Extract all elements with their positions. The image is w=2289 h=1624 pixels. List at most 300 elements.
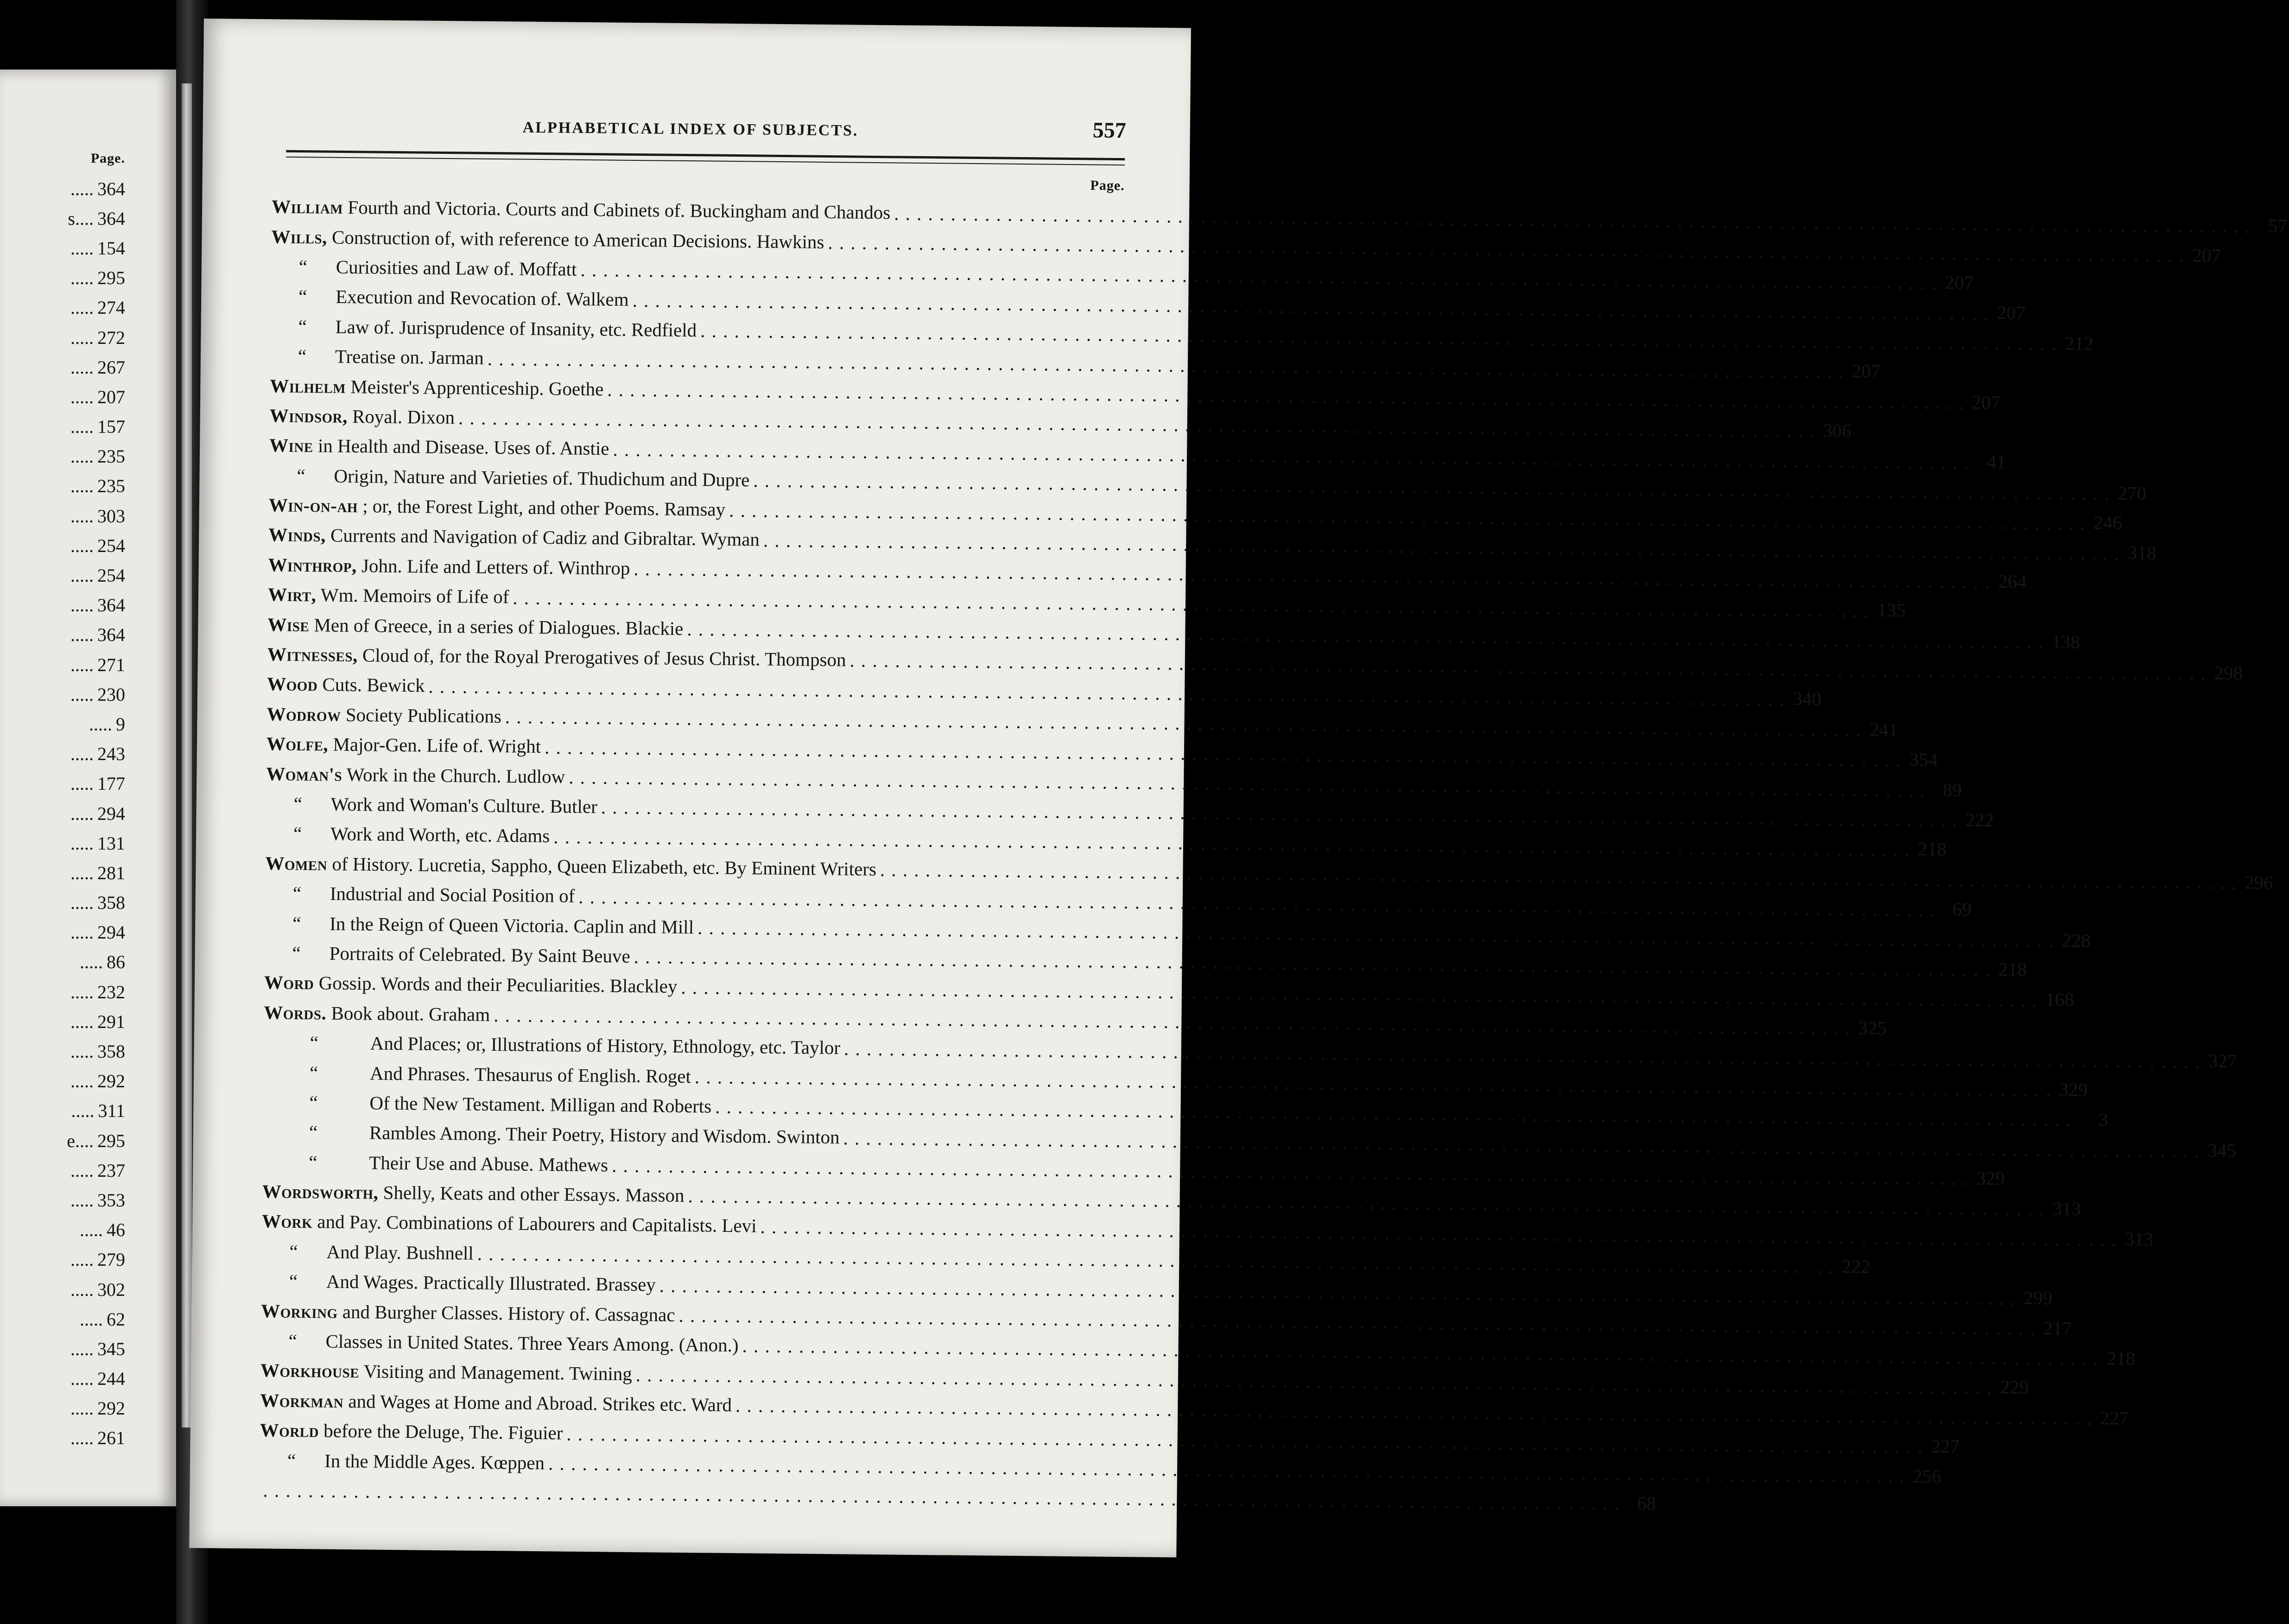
index-entry-text [309,1121,840,1148]
index-headword: World [260,1419,319,1441]
index-subject: Cloud of, for the Royal Prerogatives of Jesus Christ. Thompson [362,644,846,671]
index-subject: of History. Lucretia, Sappho, Queen Elizabeth, etc. By Eminent Writers [332,853,877,880]
index-entry-text [299,255,577,280]
left-row-page: 291 [97,1011,125,1032]
index-entry-text [268,524,760,551]
left-row-page: 364 [97,208,125,229]
index-subject: Currents and Navigation of Cadiz and Gibraltar. Wyman [330,525,760,551]
left-row-page: 274 [97,297,125,318]
index-headword: Witnesses, [267,643,358,666]
left-row [0,560,125,590]
left-row-page: 364 [97,178,125,199]
index-entry-text [293,882,575,907]
index-page-number: 313 [2124,1228,2154,1250]
left-row [0,769,125,799]
index-page-number: 329 [2059,1078,2088,1100]
left-row [0,590,125,620]
ditto-mark: “ [309,1061,318,1083]
left-row-fragment: ..... [70,832,94,854]
left-row [0,977,125,1007]
index-subject: Portraits of Celebrated. By Saint Beuve [329,942,630,967]
page-column-label: Page. [1090,178,1125,194]
index-entry-text [271,225,824,253]
ditto-mark: “ [298,315,307,337]
left-row [0,1334,125,1364]
index-page-number: 264 [1998,571,2027,592]
index-page-number: 207 [1972,391,2001,413]
left-row-fragment: ..... [70,1011,94,1032]
left-row-page: 177 [97,773,125,794]
index-subject: Meister's Apprenticeship. Goethe [350,375,604,400]
left-row [0,650,125,679]
left-row-page: 294 [97,922,125,943]
index-headword: William [271,196,343,218]
index-headword: Wine [269,434,313,457]
left-row-page: 261 [97,1427,125,1449]
index-entry-text [267,613,683,640]
left-row-fragment: ..... [70,773,94,794]
left-row [0,828,125,858]
left-row [0,739,125,769]
index-subject: Origin, Nature and Varieties of. Thudichum and Dupre [334,465,750,491]
index-entry-text [270,374,603,400]
index-subject: and Pay. Combinations of Labourers and Capitalists. Levi [317,1211,757,1237]
left-row-fragment: ..... [70,237,94,259]
index-subject: Treatise on. Jarman [335,345,484,368]
index-page-number: 69 [1952,898,1972,920]
page-number: 557 [1092,118,1127,143]
index-entry-text [310,1061,691,1087]
left-row-fragment: ..... [70,356,94,378]
left-row [0,1185,125,1215]
index-entry-text [266,703,501,727]
left-row-fragment: ..... [70,981,94,1002]
left-row-fragment: ..... [70,624,94,646]
index-entry-text [269,434,609,460]
left-row [0,1275,125,1304]
index-entries [259,191,2288,1514]
left-row-fragment: ..... [70,1189,94,1211]
index-page-number: 227 [1931,1435,1960,1457]
left-row-page: 281 [97,862,125,883]
index-page-number: 57 [2268,215,2288,237]
left-column-label: Page. [90,151,125,166]
left-row [0,799,125,828]
left-row [0,1245,125,1275]
index-headword: Wordsworth, [262,1180,379,1203]
ditto-mark: “ [310,1032,319,1053]
ditto-mark: “ [287,1449,296,1471]
left-row-fragment: s.... [68,208,94,229]
left-row-fragment: ..... [70,654,94,675]
index-subject: and Wages at Home and Abroad. Strikes etc. Ward [348,1390,732,1415]
index-subject: And Play. Bushnell [326,1241,474,1264]
left-row [0,263,125,293]
index-page-number: 41 [1986,451,2006,473]
left-row-page: 364 [97,595,125,616]
index-entry-text [287,1449,545,1473]
index-entry-text [298,285,629,311]
left-row-page: 243 [97,743,125,765]
left-row-page: 358 [97,892,125,914]
index-entry-text [289,1270,656,1296]
index-entry-text [266,762,565,787]
left-row-page: 267 [97,356,125,378]
index-subject: Visiting and Management. Twining [363,1360,633,1385]
left-row-page: 272 [97,327,125,348]
index-page-number: 212 [2065,332,2093,354]
index-subject: In the Reign of Queen Victoria. Caplin and Mill [330,913,694,938]
left-row [0,382,125,412]
left-row-fragment: ..... [70,565,94,586]
left-row-fragment: ..... [70,416,94,438]
index-subject: Work and Woman's Culture. Butler [330,793,598,818]
index-page-number: 354 [1909,749,1938,771]
index-page-number: 270 [2118,482,2147,504]
index-page-number: 318 [2127,542,2156,564]
right-page [189,19,2288,1557]
index-entry-text [298,345,484,369]
left-row-page: 353 [97,1189,125,1211]
left-row-fragment: ..... [71,1100,95,1122]
index-entry-text [289,1240,474,1264]
index-entry-text [268,584,509,608]
index-page-number: 313 [2052,1198,2081,1220]
left-row [0,1364,125,1394]
index-entry-text [264,1001,490,1026]
index-page-number: 218 [2106,1347,2136,1370]
index-entry-text [309,1151,608,1176]
left-row-fragment: ..... [70,1398,94,1419]
left-row [0,352,125,382]
index-headword: Wirt, [267,584,317,606]
index-entry-text [309,1091,711,1117]
index-headword: Win-on-ah [268,494,358,517]
left-row [0,203,125,233]
left-row [0,1066,125,1096]
index-page-number: 3 [2099,1109,2108,1130]
index-subject: Society Publications [345,704,502,727]
left-row-page: 295 [97,1130,125,1151]
index-headword: Wodrow [266,703,341,725]
left-row-page: 358 [97,1041,125,1062]
left-row-page: 244 [97,1368,125,1389]
left-row-fragment: ..... [80,952,103,973]
index-subject: John. Life and Letters of. Winthrop [361,555,630,579]
left-row-page: 303 [97,505,125,527]
index-page-number: 228 [2062,929,2091,951]
left-row-fragment: e.... [67,1130,94,1151]
running-head: ALPHABETICAL INDEX OF SUBJECTS. [522,119,859,140]
index-subject: Men of Greece, in a series of Dialogues. Blackie [314,614,684,639]
index-headword: Winds, [268,524,326,546]
index-headword: Workman [260,1389,344,1412]
left-row-fragment: ..... [70,267,94,289]
left-row-fragment: ..... [70,476,94,497]
index-subject: Book about. Graham [331,1002,490,1025]
index-subject: In the Middle Ages. Kœppen [324,1450,545,1473]
index-entry-text [292,942,630,967]
index-page-number: 135 [1877,599,1906,621]
index-subject: Work in the Church. Ludlow [346,763,565,787]
left-row-fragment: ..... [80,1308,103,1330]
index-entry-text [262,1180,684,1206]
index-subject: And Places; or, Illustrations of History, Ethnology, etc. Taylor [370,1032,841,1059]
index-headword: Workhouse [260,1359,360,1382]
index-page-number: 222 [1841,1255,1871,1277]
ditto-mark: “ [292,942,301,964]
left-row [0,947,125,977]
index-headword: Wilhelm [270,374,346,397]
index-page-number: 207 [1851,360,1881,382]
left-row [0,888,125,918]
left-row-fragment: ..... [70,1071,94,1092]
index-subject: Execution and Revocation of. Walkem [336,286,629,311]
left-row [0,1215,125,1245]
index-entry-text [294,793,598,818]
left-row [0,174,125,203]
index-page-number: 89 [1942,779,1962,801]
left-row-page: 207 [97,386,125,407]
left-row-fragment: ..... [70,1279,94,1300]
ditto-mark: “ [298,285,307,307]
index-page-number: 256 [1912,1465,1941,1487]
index-subject: Of the New Testament. Milligan and Roberts [369,1092,712,1117]
left-row-fragment: ..... [70,595,94,616]
ditto-mark: “ [298,345,307,367]
index-page-number: 345 [2207,1139,2237,1161]
index-headword: Work [261,1210,313,1232]
left-row-page: 271 [97,654,125,675]
left-row [0,1423,125,1453]
binding-spine [182,83,192,1427]
index-entry-text [298,315,697,341]
left-row-page: 295 [97,267,125,289]
index-headword: Working [261,1300,338,1322]
left-row-fragment: ..... [70,446,94,467]
left-row-fragment: ..... [70,743,94,765]
index-entry-text [266,733,541,758]
left-row [0,471,125,501]
index-subject: Their Use and Abuse. Mathews [369,1152,609,1176]
left-page-numbers [0,174,125,1453]
index-subject: Major-Gen. Life of. Wright [333,733,541,757]
index-page-number: 218 [1998,958,2027,980]
left-row [0,709,125,739]
left-row-page: 364 [97,624,125,646]
index-page-number: 227 [2099,1407,2129,1429]
left-row-page: 254 [97,565,125,586]
left-row-page: 9 [116,713,125,735]
index-entry-text [262,1210,757,1237]
index-page-number: 68 [1636,1492,1656,1514]
left-row-fragment: ..... [70,386,94,407]
left-row-fragment: ..... [70,327,94,348]
left-row [0,1007,125,1036]
left-row-fragment: ..... [70,505,94,527]
left-row [0,620,125,650]
left-row [0,918,125,947]
ditto-mark: “ [298,255,308,278]
index-page-number: 327 [2208,1050,2237,1072]
ditto-mark: “ [293,823,302,844]
index-page-number: 207 [1945,272,1974,293]
index-subject: Rambles Among. Their Poetry, History and Wisdom. Swinton [369,1122,840,1148]
index-page-number: 168 [2045,989,2074,1011]
index-entry-text [288,1330,738,1356]
left-row [0,858,125,888]
index-page-number: 207 [1997,302,2026,324]
left-row-page: 302 [97,1279,125,1300]
index-page-number: 229 [2000,1376,2029,1398]
dot-leader [263,1479,1620,1515]
left-row [0,1155,125,1185]
index-page-number: 246 [2093,512,2122,533]
left-page [0,70,176,1506]
index-page-number: 306 [1822,419,1851,442]
index-headword: Winthrop, [268,554,357,577]
left-row [0,293,125,323]
left-row [0,501,125,531]
index-entry-text [292,912,694,938]
left-row-page: 292 [97,1071,125,1092]
left-row-page: 86 [107,952,125,973]
index-entry-text [260,1359,632,1385]
ditto-mark: “ [292,912,301,934]
index-headword: Words. [264,1002,327,1024]
index-headword: Windsor, [269,405,348,427]
left-row [0,412,125,442]
index-page-number: 298 [2214,662,2243,684]
left-row-page: 237 [97,1160,125,1181]
index-page-number: 329 [1976,1167,2005,1189]
index-page-number: 296 [2244,871,2273,893]
index-subject: Wm. Memoirs of Life of [320,584,509,608]
index-page-number: 340 [1793,688,1822,710]
index-entry-text [267,673,425,697]
left-row-fragment: ..... [70,178,94,199]
index-subject: Work and Worth, etc. Adams [330,823,550,847]
ditto-mark: “ [309,1121,318,1143]
left-row-page: 232 [97,981,125,1002]
index-subject: And Phrases. Thesaurus of English. Roget [369,1062,691,1087]
index-entry-text [269,494,726,520]
ditto-mark: “ [297,464,305,486]
index-subject: Curiosities and Law of. Moffatt [336,256,577,280]
left-row [0,233,125,263]
left-row-fragment: ..... [70,684,94,705]
index-headword: Woman's [266,762,342,785]
left-row-fragment: ..... [70,1160,94,1181]
index-subject: Gossip. Words and their Peculiarities. Blackley [318,972,678,997]
left-row-fragment: ..... [70,862,94,883]
ditto-mark: “ [293,793,303,815]
index-headword: Wolfe, [266,733,329,755]
left-row-fragment: ..... [89,713,112,735]
index-page-number: 222 [1965,809,1994,831]
index-entry-text [297,464,749,491]
left-row-page: 294 [97,803,125,824]
ditto-mark: “ [288,1330,298,1352]
left-row-page: 254 [97,535,125,556]
left-row-page: 131 [97,832,125,854]
index-page-number: 218 [1918,838,1947,860]
index-entry-text [293,822,550,847]
ditto-mark: “ [289,1270,298,1292]
left-row-page: 230 [97,684,125,705]
left-row-fragment: ..... [70,1249,94,1270]
ditto-mark: “ [292,882,302,904]
index-subject: Cuts. Bewick [322,673,425,697]
left-row-page: 157 [97,416,125,438]
index-entry-text [310,1031,841,1059]
index-entry-text [270,404,455,428]
index-entry-text [272,196,891,224]
index-page-number: 325 [1858,1017,1887,1039]
index-subject: Royal. Dixon [352,406,455,428]
left-row-page: 292 [97,1398,125,1419]
index-entry-text [267,643,846,671]
left-row-page: 311 [98,1100,125,1122]
left-row [0,1394,125,1423]
left-row-page: 345 [97,1338,125,1359]
index-entry-text [261,1300,675,1326]
index-page-number: 207 [2192,244,2221,266]
index-headword: Wood [267,673,318,695]
index-page-number: 299 [2023,1287,2053,1309]
index-subject: Law of. Jurisprudence of Insanity, etc. Redfield [335,316,697,341]
index-headword: Wise [267,614,310,635]
left-row-fragment: ..... [70,1427,94,1449]
index-headword: Wills, [271,225,328,248]
left-row [0,679,125,709]
index-subject: in Health and Disease. Uses of. Anstie [317,435,609,459]
left-row-page: 235 [97,446,125,467]
ditto-mark: “ [289,1240,298,1262]
index-subject: and Burgher Classes. History of. Cassagnac [342,1300,675,1326]
left-row-page: 235 [97,476,125,497]
index-subject: Shelly, Keats and other Essays. Masson [383,1181,685,1206]
left-row-page: 279 [97,1249,125,1270]
left-row-fragment: ..... [70,1041,94,1062]
ditto-mark: “ [309,1151,317,1173]
left-row-fragment: ..... [70,297,94,318]
left-row-fragment: ..... [70,1368,94,1389]
index-page-number: 217 [2043,1317,2072,1339]
index-subject: And Wages. Practically Illustrated. Brassey [326,1270,656,1295]
index-subject: ; or, the Forest Light, and other Poems. Ramsay [362,495,726,520]
index-subject: before the Deluge, The. Figuier [323,1420,563,1444]
index-headword: Women [265,852,328,875]
index-entry-text [264,971,678,998]
left-row-fragment: ..... [70,803,94,824]
index-subject: Construction of, with reference to American Decisions. Hawkins [331,226,824,253]
left-row-page: 62 [107,1308,125,1330]
index-page-number: 241 [1869,718,1898,740]
left-row [0,1096,125,1126]
header-rule-thick [286,150,1125,160]
left-row [0,531,125,560]
index-entry-text [260,1419,563,1444]
index-subject: Fourth and Victoria. Courts and Cabinets of. Buckingham and Chandos [348,197,891,223]
left-row-fragment: ..... [70,1338,94,1359]
ditto-mark: “ [309,1091,318,1113]
index-entry-text [268,553,630,579]
left-row-fragment: ..... [70,922,94,943]
left-row [0,442,125,471]
left-row-page: 154 [97,237,125,259]
index-entry-text [265,852,876,880]
